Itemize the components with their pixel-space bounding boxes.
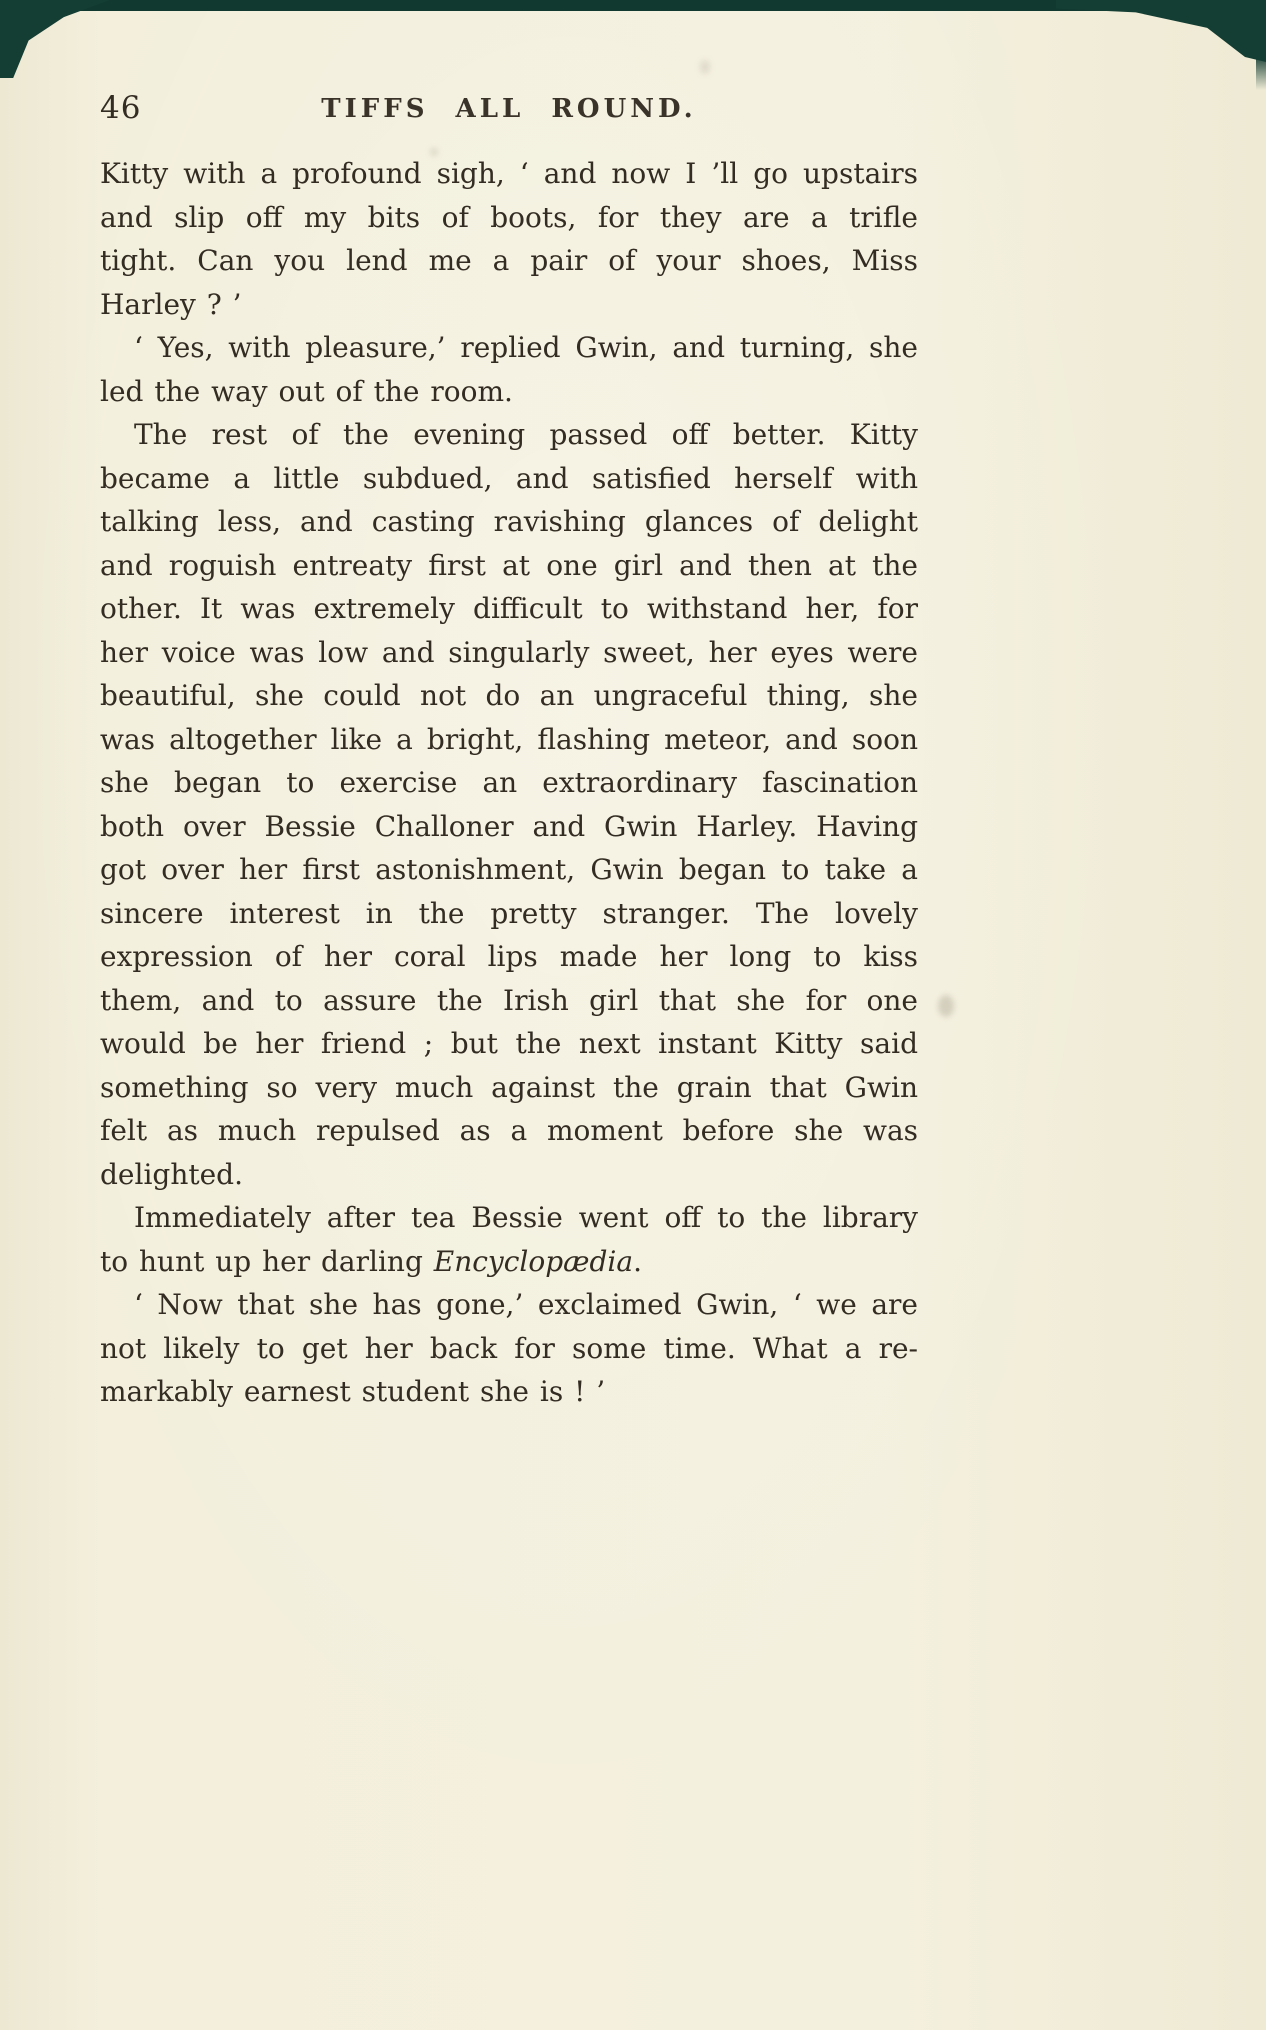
text-run: she began to exercise an extraordinary fascination	[100, 766, 918, 799]
binding-right-edge	[1256, 0, 1266, 90]
text-line	[100, 979, 918, 1023]
text-run: something so very much against the grain that Gwin	[100, 1070, 918, 1104]
text-run: ‘ Now that she has gone,’ exclaimed Gwin, ‘ we are	[134, 1288, 918, 1321]
text-line	[100, 631, 918, 675]
running-title: TIFFS ALL ROUND.	[321, 94, 697, 124]
binding-corner-top-left	[0, 0, 110, 78]
text-run: delighted.	[100, 1157, 244, 1191]
text-run: was altogether like a bright, flashing meteor, and soon	[100, 722, 918, 756]
text-run: not likely to get her back for some time. What a re-	[100, 1331, 918, 1365]
text-run: got over her first astonishment, Gwin began to take a	[100, 853, 918, 886]
text-line	[100, 544, 918, 588]
text-line	[100, 892, 918, 936]
text-line	[100, 239, 918, 283]
text-run: became a little subdued, and satisfied herself with	[100, 461, 918, 495]
binding-corner-top-right	[1056, 0, 1266, 62]
text-run: tight. Can you lend me a pair of your shoes, Miss	[100, 244, 918, 277]
text-run: and slip off my bits of boots, for they are a trifle	[100, 200, 918, 234]
italic-text-run: Encyclopædia	[433, 1244, 634, 1278]
text-line	[100, 1283, 918, 1327]
text-line	[100, 1240, 918, 1284]
body-text	[100, 152, 918, 1414]
text-line	[100, 413, 918, 457]
text-line	[100, 326, 918, 370]
text-run: Kitty with a profound sigh, ‘ and now I ’ll go upstairs	[100, 157, 918, 190]
text-run: ‘ Yes, with pleasure,’ replied Gwin, and turning, she	[134, 331, 918, 364]
text-line	[100, 761, 918, 805]
text-line	[100, 1109, 918, 1153]
text-run: felt as much repulsed as a moment before she was	[100, 1114, 918, 1147]
text-run: both over Bessie Challoner and Gwin Harley. Having	[100, 809, 918, 843]
paper-spot	[938, 995, 954, 1017]
text-line	[100, 457, 918, 501]
text-run: sincere interest in the pretty stranger. The lovely	[100, 896, 918, 930]
text-run: beautiful, she could not do an ungraceful thing, she	[100, 679, 918, 712]
text-run: markably earnest student she is ! ’	[100, 1375, 606, 1408]
text-line	[100, 370, 918, 414]
text-run: Immediately after tea Bessie went off to the library	[134, 1201, 918, 1234]
text-run: The rest of the evening passed off better. Kitty	[134, 418, 918, 451]
text-run: led the way out of the room.	[100, 374, 513, 408]
text-run: Harley ? ’	[100, 287, 242, 321]
text-run: other. It was extremely difficult to withstand her, for	[100, 592, 918, 625]
text-run: talking less, and casting ravishing glances of delight	[100, 505, 918, 538]
text-line	[100, 152, 918, 196]
text-line	[100, 805, 918, 849]
text-run: expression of her coral lips made her long to kiss	[100, 940, 918, 973]
text-line	[100, 935, 918, 979]
text-line	[100, 196, 918, 240]
text-run: would be her friend ; but the next instant Kitty said	[100, 1027, 918, 1060]
text-line	[100, 674, 918, 718]
text-line	[100, 848, 918, 892]
page-header	[100, 88, 918, 128]
text-run: them, and to assure the Irish girl that she for one	[100, 983, 918, 1017]
text-line	[100, 1066, 918, 1110]
text-run: .	[633, 1244, 642, 1278]
text-run: her voice was low and singularly sweet, her eyes were	[100, 635, 918, 669]
text-line	[100, 1022, 918, 1066]
text-line	[100, 587, 918, 631]
text-line	[100, 1370, 918, 1414]
text-line	[100, 500, 918, 544]
text-run: to hunt up her darling	[100, 1244, 434, 1278]
text-line	[100, 718, 918, 762]
paper-spot	[700, 60, 710, 74]
text-run: and roguish entreaty first at one girl and then at the	[100, 548, 918, 582]
text-line	[100, 1327, 918, 1371]
page-number: 46	[100, 90, 142, 126]
text-line	[100, 1153, 918, 1197]
text-line	[100, 1196, 918, 1240]
text-line	[100, 283, 918, 327]
